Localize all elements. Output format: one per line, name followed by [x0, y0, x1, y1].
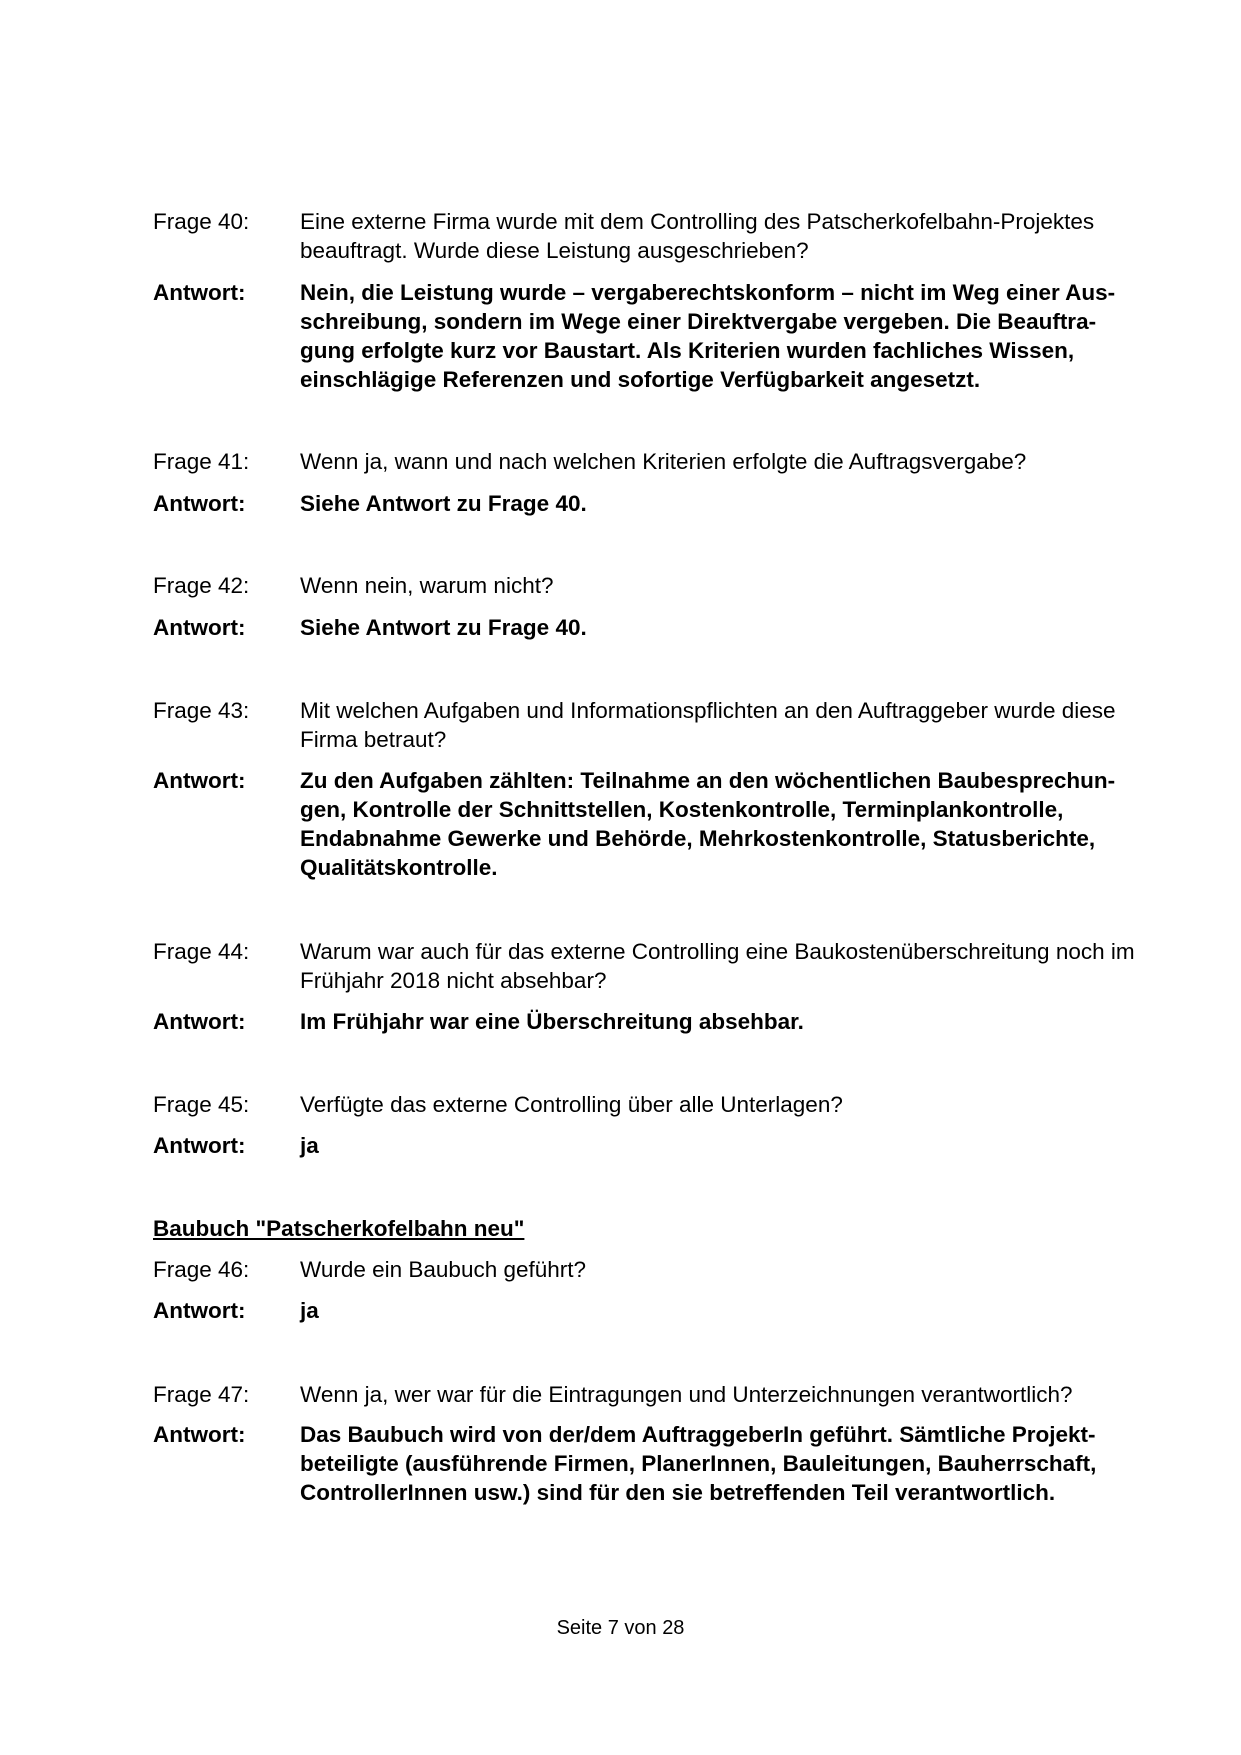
question-text: Wenn ja, wann und nach welchen Kriterien erfolgte die Auftragsvergabe? — [300, 449, 1027, 474]
answer-text — [300, 278, 1140, 394]
question-label: Frage 45: — [153, 1092, 250, 1117]
answer-line: Zu den Aufgaben zählten: Teilnahme an den wöchentlichen Baubesprechun- — [300, 768, 1116, 793]
answer-label: Antwort: — [153, 1133, 246, 1158]
answer-label: Antwort: — [153, 491, 246, 516]
answer-line: beteiligte (ausführende Firmen, PlanerInnen, Bauleitungen, Bauherrschaft, — [300, 1451, 1097, 1476]
answer-text — [300, 766, 1140, 882]
question-text: Warum war auch für das externe Controlling eine Baukostenüberschreitung noch im Frühjahr 2018 nicht absehbar? — [300, 939, 1135, 993]
answer-text — [300, 1296, 1140, 1325]
question-text: Wenn ja, wer war für die Eintragungen und Unterzeichnungen verantwortlich? — [300, 1382, 1073, 1407]
answer-text — [300, 1007, 1140, 1036]
question-label: Frage 42: — [153, 573, 250, 598]
question-text: Wenn nein, warum nicht? — [300, 573, 554, 598]
question-text: Wurde ein Baubuch geführt? — [300, 1257, 587, 1282]
answer-line: Im Frühjahr war eine Überschreitung absehbar. — [300, 1009, 804, 1034]
answer-line: schreibung, sondern im Wege einer Direktvergabe vergeben. Die Beauftra- — [300, 309, 1097, 334]
question-text: Mit welchen Aufgaben und Informationspflichten an den Auftraggeber wurde diese Firma betraut? — [300, 698, 1116, 752]
answer-label: Antwort: — [153, 1422, 246, 1447]
question-label: Frage 43: — [153, 698, 250, 723]
answer-line: ja — [300, 1298, 319, 1323]
answer-label: Antwort: — [153, 1009, 246, 1034]
answer-line: gen, Kontrolle der Schnittstellen, Kostenkontrolle, Terminplankontrolle, — [300, 797, 1064, 822]
answer-line: ControllerInnen usw.) sind für den sie betreffenden Teil verantwortlich. — [300, 1480, 1056, 1505]
answer-line: Nein, die Leistung wurde – vergaberechtskonform – nicht im Weg einer Aus- — [300, 280, 1116, 305]
question-text: Eine externe Firma wurde mit dem Controlling des Patscherkofelbahn-Projektes beauftragt. Wurde diese Leistung ausgeschrieben? — [300, 209, 1095, 263]
question-label: Frage 41: — [153, 449, 250, 474]
answer-line: ja — [300, 1133, 319, 1158]
answer-line: Das Baubuch wird von der/dem AuftraggeberIn geführt. Sämtliche Projekt- — [300, 1422, 1096, 1447]
question-label: Frage 47: — [153, 1382, 250, 1407]
answer-line: Endabnahme Gewerke und Behörde, Mehrkostenkontrolle, Statusberichte, — [300, 826, 1096, 851]
answer-text — [300, 489, 1140, 518]
answer-line: einschlägige Referenzen und sofortige Verfügbarkeit angesetzt. — [300, 367, 981, 392]
answer-label: Antwort: — [153, 615, 246, 640]
question-label: Frage 40: — [153, 209, 250, 234]
question-text: Verfügte das externe Controlling über alle Unterlagen? — [300, 1092, 843, 1117]
page-number-footer: Seite 7 von 28 — [556, 1617, 685, 1639]
question-label: Frage 46: — [153, 1257, 250, 1282]
answer-label: Antwort: — [153, 768, 246, 793]
answer-line: Siehe Antwort zu Frage 40. — [300, 491, 587, 516]
answer-label: Antwort: — [153, 280, 246, 305]
section-heading: Baubuch "Patscherkofelbahn neu" — [153, 1216, 525, 1241]
question-label: Frage 44: — [153, 939, 250, 964]
answer-text — [300, 1131, 1140, 1160]
answer-text — [300, 1420, 1140, 1507]
answer-label: Antwort: — [153, 1298, 246, 1323]
answer-line: Siehe Antwort zu Frage 40. — [300, 615, 587, 640]
answer-line: Qualitätskontrolle. — [300, 855, 498, 880]
answer-text — [300, 613, 1140, 642]
answer-line: gung erfolgte kurz vor Baustart. Als Kriterien wurden fachliches Wissen, — [300, 338, 1075, 363]
